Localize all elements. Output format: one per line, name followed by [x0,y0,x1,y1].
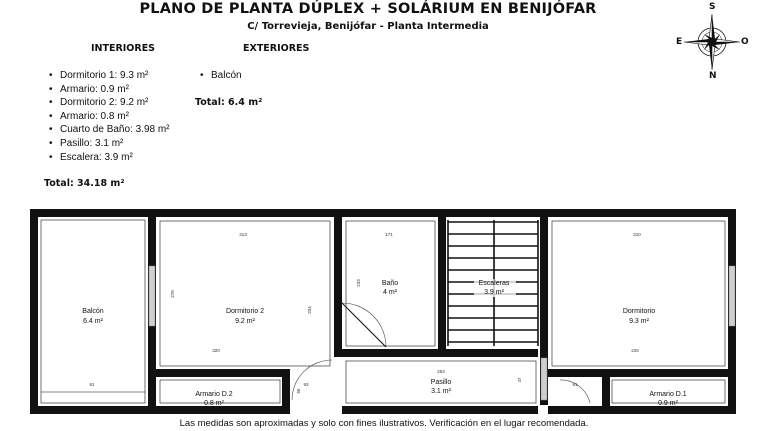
dim-label: 47 [517,377,522,383]
dim-label: 278 [170,290,175,298]
room-area-escaleras: 3.9 m² [484,289,504,296]
wall-top [30,209,736,217]
exteriores-heading: EXTERIORES [243,43,310,54]
interiores-total: Total: 34.18 m² [44,178,125,189]
dim-label: 91 [89,382,95,387]
wall-bottom-pasillo [342,406,538,414]
interiores-heading: INTERIORES [91,43,156,54]
room-name-armario-d1: Armario D.1 [649,391,687,398]
dim-label: 233 [356,279,361,287]
list-item: • Balcón [198,69,242,83]
room-area-armario-d2: 0.8 m² [204,400,224,407]
dim-label: 91 [572,382,578,387]
dim-label: 93 [303,382,309,387]
page-subtitle: C/ Torrevieja, Benijófar - Planta Intermedia [247,21,489,32]
room-name-dormitorio-2: Dormitorio 2 [225,308,265,315]
wall-bottom-armario1 [548,406,736,414]
room-name-pasillo: Pasillo [430,379,452,386]
dim-label: 310 [633,232,641,237]
compass-north-label: N [709,71,717,81]
wall-dorm2-bano [334,209,342,357]
dim-label: 313 [239,232,247,237]
wall-bottom-armario2 [156,406,290,414]
dim-label: 225 [631,348,639,353]
dim-label: 253 [437,369,445,374]
list-item: • Cuarto de Baño: 3.98 m² [47,123,170,137]
wall-pasillo-top [342,349,538,357]
room-area-dormitorio-1: 9.3 m² [629,318,649,325]
room-area-pasillo: 3.1 m² [431,388,451,395]
room-name-armario-d2: Armario D.2 [195,391,233,398]
window-left [149,266,155,326]
exteriores-total: Total: 6.4 m² [195,97,263,108]
dim-label: 171 [385,232,393,237]
dim-label: 334 [307,306,312,314]
window-right [729,266,735,326]
room-area-dormitorio-2: 9.2 m² [235,318,255,325]
list-item: • Dormitorio 1: 9.3 m² [47,69,170,83]
wall-bottom-left [30,406,156,414]
window-pasillo [541,358,547,400]
room-area-bano: 4 m² [383,289,397,296]
compass-west-label: O [741,37,749,47]
list-item: • Escalera: 3.9 m² [47,151,170,165]
room-name-dormitorio-1: Dormitorio [622,308,656,315]
compass-south-label: S [709,2,716,12]
room-name-escaleras: Escaleras [478,280,510,287]
list-item: • Armario: 0.8 m² [47,110,170,124]
list-item: • Armario: 0.9 m² [47,83,170,97]
compass-east-label: E [676,37,683,47]
room-name-bano: Baño [381,280,399,287]
page-title: PLANO DE PLANTA DÚPLEX + SOLÁRIUM EN BENIJÓFAR [139,1,597,17]
wall-bano-escalera [438,209,446,357]
wall-dorm2-armario [156,369,290,377]
room-name-balcon: Balcón [82,308,104,315]
wall-left [30,209,38,414]
list-item: • Pasillo: 3.1 m² [47,137,170,151]
list-item: • Dormitorio 2: 9.2 m² [47,96,170,110]
room-area-armario-d1: 0.9 m² [658,400,678,407]
wall-dorm1-armario [548,369,728,377]
disclaimer-note: Las medidas son aproximadas y solo con fines ilustrativos. Verificación en el lugar recomendada. [179,418,589,429]
dim-label: 56 [296,388,301,394]
dim-label: 320 [212,348,220,353]
room-area-balcon: 6.4 m² [83,318,103,325]
